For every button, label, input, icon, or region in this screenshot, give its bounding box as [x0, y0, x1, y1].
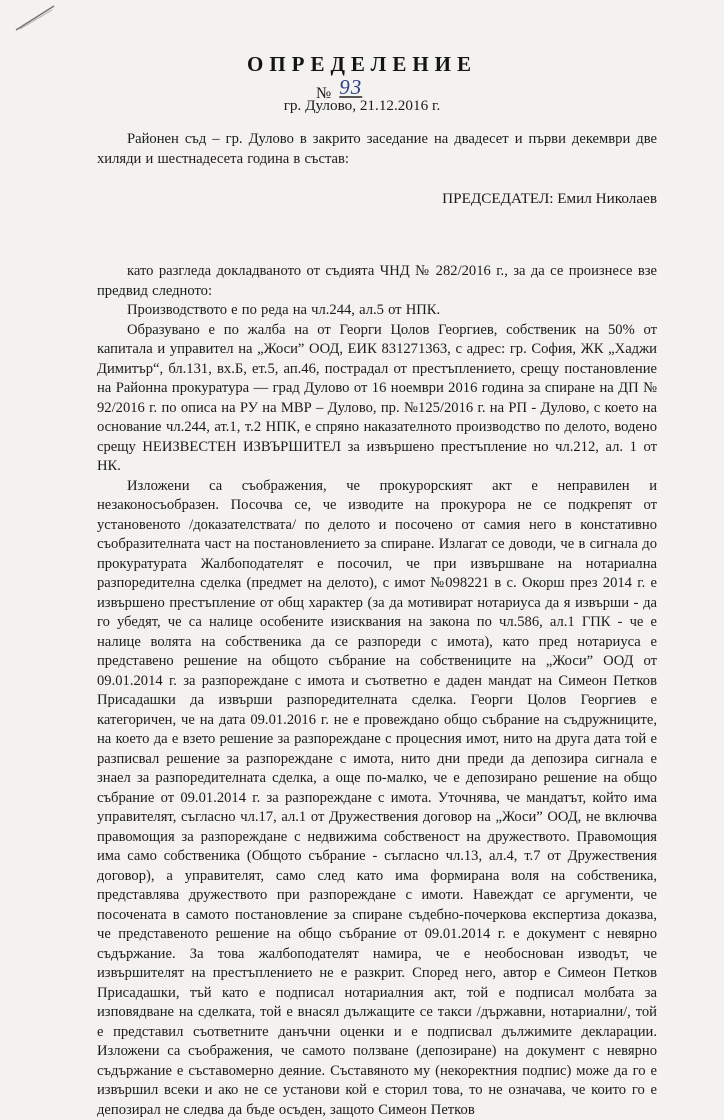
intro-text: Районен съд – гр. Дулово в закрито заседание на двадесет и първи декември две хиляди и шестнадесета година в състав: — [97, 130, 657, 169]
place-and-date: гр. Дулово, 21.12.2016 г. — [0, 97, 724, 115]
scan-pen-mark — [14, 4, 56, 32]
document-title: ОПРЕДЕЛЕНИЕ — [0, 52, 724, 77]
paragraph-arguments: Изложени са съображения, че прокурорският акт е неправилен и незаконосъобразен. Посочва се, че изводите на прокурора не се подкрепят от установеното /доказателствата/ по делото и посочено от самия него в констативно съобразителната част на постановлението за спиране. Излагат се доводи, че в сигнала до прокуратурата Жалбоподателят е посочил, че при извършване на нотариална разпоредителна сделка (предмет на делото), с имот №098221 в с. Окорш през 2014 г. е извършено престъпление от общ характер (за да мотивират нотариуса да я извърши - да го убедят, че са налице особените изисквания на закона по чл.586, ал.1 ГПК - че е налице волята на собственика да се разпореди с имота), като пред нотариуса е представено решение на общото събрание на собствениците на „Жоси” ООД от 09.01.2014 г. за разпореждане с имота и съответно е даден мандат на Симеон Петков Присадашки да извърши разпоредителната сделка. Георги Цолов Георгиев е категоричен, че на дата 09.01.2016 г. не е провеждано общо събрание на съдружниците, на което да е взето решение за разпореждане с процесния имот, нито на друга дата той е разписвал решение за разпореждане с имота, нито дни преди да депозира сигнала е знаел за разпоредителната сделка, а още по-малко, че е депозирано решение на общо събрание от 09.01.2014 г. за разпореждане с имота. Уточнява, че мандатът, който има управителят, съгласно чл.17, ал.1 от Дружествения договор на „Жоси” ООД, не включва правомощия за разпореждане с недвижима собственост на дружеството. Правомощия има само собственика (Общото събрание - съгласно чл.13, ал.4, т.7 от Дружествения договор), а управителят, само след като има формирана воля на собственика, представлява дружеството при разпореждане с имоти. Навеждат се аргументи, че посочената в самото постановление за спиране съдебно-почеркова експертиза доказва, че представеното решение на общо събрание от 09.01.2014 г. е документ с невярно съдържание. За това жалбоподателят намира, че е необоснован изводът, че извършителят на престъплението не е разкрит. Според него, автор е Симеон Петков Присадашки, тъй като е подписал нотариалния акт, той е подписал молбата за изповядване на сделката, той е внасял дължащите се такси /държавни, нотариални/, той е представил съответните данъчни оценки и е подписвал дължимите декларации. Изложени са съображения, че самото ползване (депозиране) на документ с невярно съдържание е съставомерно деяние. Съставяното му (некоректния подпис) може да го е извършил всеки и ако не се установи кой е сторил това, то не означава, че които го е депозирал не следва да бъде осъден, защото Симеон Петков — [97, 477, 657, 1120]
number-sign: № — [316, 85, 331, 102]
paragraph-complaint: Образувано е по жалба на от Георги Цолов Георгиев, собственик на 50% от капитала и управител на „Жоси” ООД, ЕИК 831271363, с адрес: гр. София, ЖК „Хаджи Димитър“, бл.131, вх.Б, ет.5, ап.46, пострадал от престъплението, срещу постановление на Районна прокуратура — град Дулово от 16 ноември 2016 година за спиране на ДП № 92/2016 г. по описа на РУ на МВР – Дулово, пр. №125/2016 г. на РП - Дулово, с което на основание чл.244, ат.1, т.2 НПК, е спряно наказателното производство по делото, водено срещу НЕИЗВЕСТЕН ИЗВЪРШИТЕЛ за извършено престъпление но чл.212, ал. 1 от НК. — [97, 321, 657, 477]
chairman-line: ПРЕДСЕДАТЕЛ: Емил Николаев — [442, 190, 657, 208]
handwritten-number: 93 — [339, 75, 362, 100]
paragraph-reviewed: като разгледа докладваното от съдията ЧНД № 282/2016 г., за да се произнесе взе предвид следното: — [97, 262, 657, 301]
paragraph-procedure: Производството е по реда на чл.244, ал.5 от НПК. — [97, 301, 657, 321]
intro-paragraph — [97, 130, 657, 169]
body-text — [97, 262, 657, 1120]
